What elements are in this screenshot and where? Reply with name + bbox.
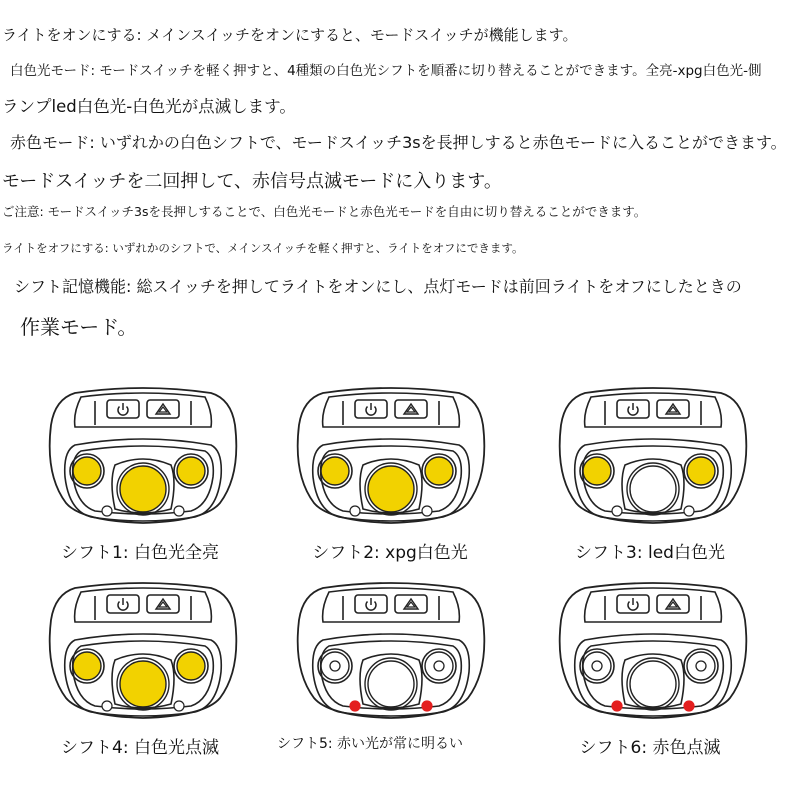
left-side-lens <box>321 457 349 485</box>
instruction-line-memory: シフト記憶機能: 総スイッチを押してライトをオンにし、点灯モードは前回ライトをオフにしたときの <box>14 277 742 296</box>
headlamp-shift-4 <box>45 580 241 720</box>
instruction-line-white-mode: 白色光モード: モードスイッチを軽く押すと、4種類の白色光シフトを順番に切り替えることができます。全亮-xpg白色光-側 <box>10 63 762 79</box>
right-side-lens <box>425 457 453 485</box>
instruction-line-white-mode-cont: ランプled白色光-白色光が点滅します。 <box>2 97 296 116</box>
center-lens <box>120 661 166 707</box>
instruction-line-red-mode: 赤色モード: いずれかの白色シフトで、モードスイッチ3sを長押しすると赤色モードに入ることができます。 <box>10 133 787 152</box>
right-side-lens <box>177 652 205 680</box>
caption-shift-5: シフト5: 赤い光が常に明るい <box>276 736 464 752</box>
headlamp-shift-6 <box>555 580 751 720</box>
left-small-led <box>612 701 622 711</box>
left-small-led <box>350 701 360 711</box>
center-lens <box>120 466 166 512</box>
headlamp-shift-1 <box>45 385 241 525</box>
caption-shift-1: シフト1: 白色光全亮 <box>61 543 219 563</box>
center-lens <box>368 661 414 707</box>
right-small-led <box>174 506 184 516</box>
left-side-lens <box>583 457 611 485</box>
right-small-led <box>422 701 432 711</box>
right-side-lens <box>177 457 205 485</box>
instruction-line-power-on: ライトをオンにする: メインスイッチをオンにすると、モードスイッチが機能します。 <box>2 26 578 44</box>
caption-shift-3: シフト3: led白色光 <box>575 543 725 563</box>
instruction-line-memory-cont: 作業モード。 <box>20 315 138 339</box>
instruction-line-note: ご注意: モードスイッチ3sを長押しすることで、白色光モードと赤色光モードを自由に切り替えることができます。 <box>2 204 647 219</box>
instruction-line-red-flash: モードスイッチを二回押して、赤信号点滅モードに入ります。 <box>2 171 502 192</box>
right-small-led <box>422 506 432 516</box>
left-side-lens <box>73 457 101 485</box>
left-side-lens-core <box>330 661 340 671</box>
right-small-led <box>684 701 694 711</box>
left-small-led <box>102 506 112 516</box>
right-side-lens-core <box>696 661 706 671</box>
left-small-led <box>102 701 112 711</box>
center-lens <box>630 466 676 512</box>
right-small-led <box>174 701 184 711</box>
left-side-lens-core <box>592 661 602 671</box>
caption-shift-4: シフト4: 白色光点滅 <box>61 738 219 758</box>
center-lens <box>368 466 414 512</box>
right-small-led <box>684 506 694 516</box>
headlamp-shift-3 <box>555 385 751 525</box>
caption-shift-2: シフト2: xpg白色光 <box>312 543 468 563</box>
left-side-lens <box>73 652 101 680</box>
left-small-led <box>350 506 360 516</box>
caption-shift-6: シフト6: 赤色点滅 <box>579 738 721 758</box>
instruction-line-power-off: ライトをオフにする: いずれかのシフトで、メインスイッチを軽く押すと、ライトをオフにできます。 <box>2 241 524 255</box>
right-side-lens <box>687 457 715 485</box>
center-lens <box>630 661 676 707</box>
headlamp-shift-5 <box>293 580 489 720</box>
headlamp-shift-2 <box>293 385 489 525</box>
left-small-led <box>612 506 622 516</box>
right-side-lens-core <box>434 661 444 671</box>
